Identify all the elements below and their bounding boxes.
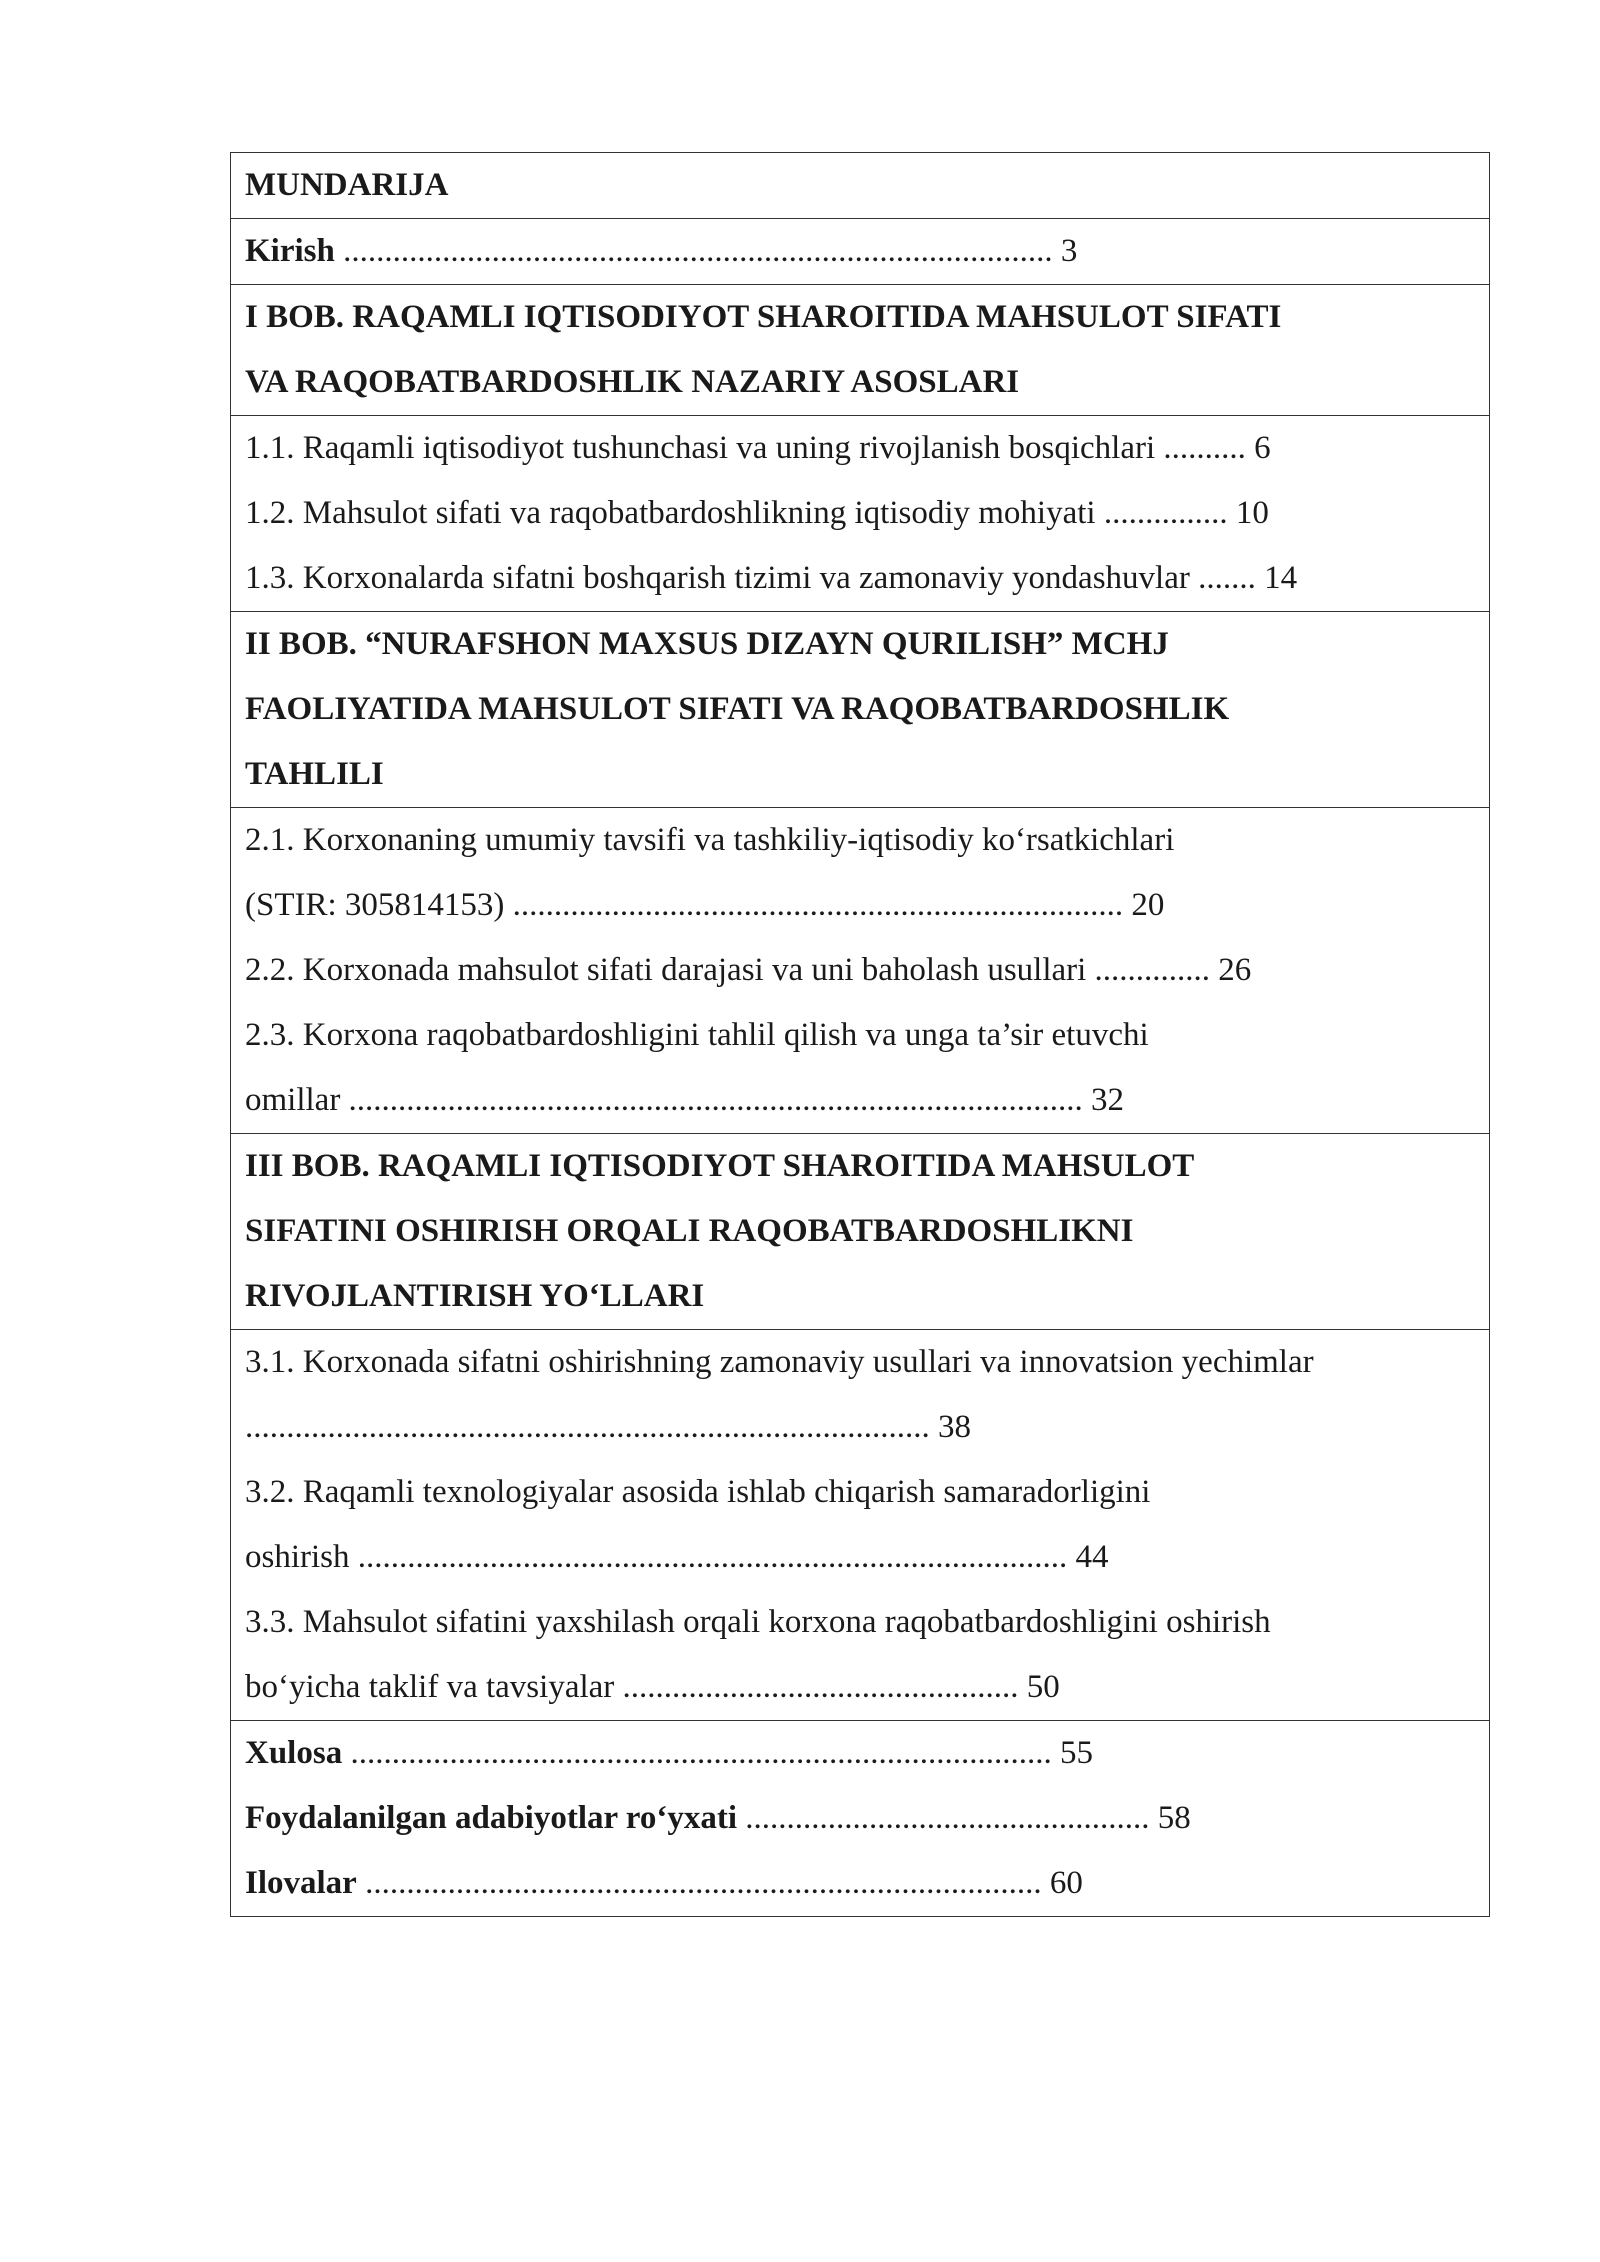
chapter3-heading-line[interactable]: SIFATINI OSHIRISH ORQALI RAQOBATBARDOSHLIKNI	[245, 1213, 1134, 1249]
toc-entry-conclusion[interactable]	[245, 1721, 1475, 1786]
appendix-label: Ilovalar	[245, 1865, 357, 1901]
toc-entry-intro[interactable]	[245, 219, 1475, 284]
toc-entry[interactable]: 1.2. Mahsulot sifati va raqobatbardoshlikning iqtisodiy mohiyati ............... 10	[245, 495, 1269, 531]
end-matter-row	[231, 1720, 1489, 1916]
references-label: Foydalanilgan adabiyotlar ro‘yxati	[245, 1800, 738, 1836]
chapter1-heading-row	[231, 284, 1489, 415]
chapter1-heading-line[interactable]: VA RAQOBATBARDOSHLIK NAZARIY ASOSLARI	[245, 364, 1020, 400]
chapter1-items-row	[231, 415, 1489, 611]
toc-entry[interactable]: omillar ......................................................................................... 32	[245, 1082, 1125, 1118]
chapter3-heading-row	[231, 1133, 1489, 1329]
conclusion-leader-page: ..................................................................................... 55	[342, 1735, 1093, 1771]
chapter1-heading-line[interactable]: I BOB. RAQAMLI IQTISODIYOT SHAROITIDA MAHSULOT SIFATI	[245, 299, 1282, 335]
toc-title: MUNDARIJA	[245, 167, 449, 203]
toc-entry[interactable]: 3.2. Raqamli texnologiyalar asosida ishlab chiqarish samaradorligini	[245, 1474, 1151, 1510]
chapter3-heading-line[interactable]: III BOB. RAQAMLI IQTISODIYOT SHAROITIDA MAHSULOT	[245, 1148, 1195, 1184]
chapter3-items-row	[231, 1329, 1489, 1720]
chapter2-heading-row	[231, 611, 1489, 807]
toc-entry[interactable]: 1.3. Korxonalarda sifatni boshqarish tizimi va zamonaviy yondashuvlar ....... 14	[245, 560, 1298, 596]
toc-title-row	[231, 153, 1489, 218]
references-leader-page: ................................................. 58	[737, 1800, 1191, 1836]
table-of-contents	[230, 152, 1490, 1917]
toc-entry[interactable]: 2.2. Korxonada mahsulot sifati darajasi va uni baholash usullari .............. 26	[245, 952, 1252, 988]
chapter2-items-row	[231, 807, 1489, 1133]
toc-entry-appendix[interactable]	[245, 1851, 1475, 1916]
toc-entry[interactable]: 1.1. Raqamli iqtisodiyot tushunchasi va uning rivojlanish bosqichlari .......... 6	[245, 430, 1271, 466]
toc-entry[interactable]: bo‘yicha taklif va tavsiyalar ................................................ 50	[245, 1669, 1060, 1705]
chapter3-heading-line[interactable]: RIVOJLANTIRISH YO‘LLARI	[245, 1278, 705, 1314]
chapter2-heading-line[interactable]: II BOB. “NURAFSHON MAXSUS DIZAYN QURILISH” MCHJ	[245, 626, 1169, 662]
toc-entry-references[interactable]	[245, 1786, 1475, 1851]
toc-entry[interactable]: (STIR: 305814153) .......................................................................... 20	[245, 887, 1165, 923]
toc-entry[interactable]: 3.1. Korxonada sifatni oshirishning zamonaviy usullari va innovatsion yechimlar	[245, 1344, 1314, 1380]
chapter2-heading-line[interactable]: TAHLILI	[245, 756, 384, 792]
intro-label: Kirish	[245, 233, 335, 269]
conclusion-label: Xulosa	[245, 1735, 343, 1771]
toc-entry[interactable]: 2.3. Korxona raqobatbardoshligini tahlil qilish va unga ta’sir etuvchi	[245, 1017, 1149, 1053]
chapter2-heading-line[interactable]: FAOLIYATIDA MAHSULOT SIFATI VA RAQOBATBARDOSHLIK	[245, 691, 1230, 727]
toc-entry[interactable]: ................................................................................... 38	[245, 1409, 971, 1445]
toc-entry[interactable]: oshirish ...................................................................................... 44	[245, 1539, 1109, 1575]
toc-entry[interactable]: 2.1. Korxonaning umumiy tavsifi va tashkiliy-iqtisodiy ko‘rsatkichlari	[245, 822, 1175, 858]
intro-leader-page: ...................................................................................... 3	[334, 233, 1078, 269]
toc-entry[interactable]: 3.3. Mahsulot sifatini yaxshilash orqali korxona raqobatbardoshligini oshirish	[245, 1604, 1271, 1640]
toc-intro-row	[231, 218, 1489, 284]
appendix-leader-page: .................................................................................. 60	[356, 1865, 1083, 1901]
